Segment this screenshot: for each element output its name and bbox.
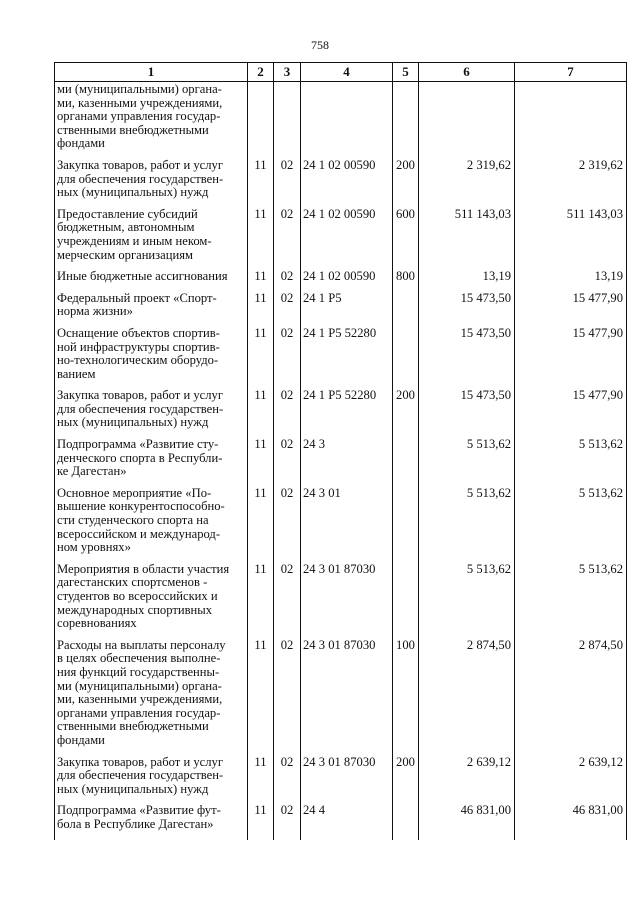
amount-year-1: 13,19 bbox=[419, 270, 515, 292]
table-row bbox=[55, 292, 627, 327]
amount-year-1: 5 513,62 bbox=[419, 487, 515, 563]
target-article-code: 24 1 Р5 52280 bbox=[301, 327, 393, 389]
subsection-code: 02 bbox=[274, 756, 301, 805]
amount-year-1: 5 513,62 bbox=[419, 563, 515, 639]
description-line: Закупка товаров, работ и услуг bbox=[57, 388, 223, 403]
description-line: дагестанских спортсменов - bbox=[57, 575, 208, 590]
table-row bbox=[55, 327, 627, 389]
description-line: норма жизни» bbox=[57, 304, 133, 319]
table-row bbox=[55, 563, 627, 639]
section-code: 11 bbox=[248, 804, 274, 839]
description-line: ке Дагестан» bbox=[57, 464, 127, 479]
description-line: фондами bbox=[57, 732, 105, 747]
description-line: ной инфраструктуры спортив- bbox=[57, 339, 220, 354]
target-article-code: 24 1 Р5 bbox=[301, 292, 393, 327]
description-line: но-технологическим оборудо- bbox=[57, 353, 219, 368]
description-line: Основное мероприятие «По- bbox=[57, 485, 212, 500]
description-line: ных (муниципальных) нужд bbox=[57, 781, 209, 796]
table-row bbox=[55, 159, 627, 208]
description-line: ственными внебюджетными bbox=[57, 122, 209, 137]
amount-year-1: 15 473,50 bbox=[419, 292, 515, 327]
table-row bbox=[55, 389, 627, 438]
amount-year-1: 46 831,00 bbox=[419, 804, 515, 839]
amount-year-1: 15 473,50 bbox=[419, 389, 515, 438]
row-description bbox=[55, 208, 248, 270]
subsection-code: 02 bbox=[274, 292, 301, 327]
table-row bbox=[55, 487, 627, 563]
description-line: Иные бюджетные ассигнования bbox=[57, 269, 228, 284]
target-article-code: 24 3 bbox=[301, 438, 393, 487]
row-description bbox=[55, 389, 248, 438]
target-article-code: 24 1 02 00590 bbox=[301, 159, 393, 208]
expense-type-code bbox=[393, 292, 419, 327]
subsection-code: 02 bbox=[274, 804, 301, 839]
row-description bbox=[55, 487, 248, 563]
expense-type-code bbox=[393, 487, 419, 563]
target-article-code: 24 1 02 00590 bbox=[301, 208, 393, 270]
row-description bbox=[55, 756, 248, 805]
description-line: ния функций государственны- bbox=[57, 664, 220, 679]
description-line: ванием bbox=[57, 366, 96, 381]
section-code: 11 bbox=[248, 563, 274, 639]
subsection-code: 02 bbox=[274, 639, 301, 756]
description-line: Расходы на выплаты персоналу bbox=[57, 637, 226, 652]
subsection-code: 02 bbox=[274, 270, 301, 292]
description-line: ных (муниципальных) нужд bbox=[57, 185, 209, 200]
description-line: Закупка товаров, работ и услуг bbox=[57, 157, 223, 172]
subsection-code: 02 bbox=[274, 487, 301, 563]
amount-year-1: 2 639,12 bbox=[419, 756, 515, 805]
expense-type-code: 800 bbox=[393, 270, 419, 292]
table-row bbox=[55, 639, 627, 756]
expense-type-code: 200 bbox=[393, 389, 419, 438]
row-description bbox=[55, 270, 248, 292]
description-line: ном уровнях» bbox=[57, 540, 131, 555]
description-line: фондами bbox=[57, 136, 105, 151]
subsection-code: 02 bbox=[274, 389, 301, 438]
section-code: 11 bbox=[248, 270, 274, 292]
description-line: Закупка товаров, работ и услуг bbox=[57, 754, 223, 769]
expense-type-code: 600 bbox=[393, 208, 419, 270]
description-line: международных спортивных bbox=[57, 602, 213, 617]
target-article-code: 24 3 01 87030 bbox=[301, 563, 393, 639]
row-description bbox=[55, 292, 248, 327]
table-body bbox=[55, 82, 627, 840]
target-article-code bbox=[301, 82, 393, 159]
amount-year-2: 46 831,00 bbox=[515, 804, 627, 839]
description-line: Мероприятия в области участия bbox=[57, 561, 230, 576]
subsection-code: 02 bbox=[274, 327, 301, 389]
amount-year-2: 5 513,62 bbox=[515, 563, 627, 639]
target-article-code: 24 3 01 bbox=[301, 487, 393, 563]
expense-type-code: 100 bbox=[393, 639, 419, 756]
column-header-4: 4 bbox=[301, 63, 393, 82]
description-line: бола в Республике Дагестан» bbox=[57, 816, 214, 831]
subsection-code: 02 bbox=[274, 563, 301, 639]
header-row bbox=[55, 63, 627, 82]
description-line: ственными внебюджетными bbox=[57, 719, 209, 734]
section-code: 11 bbox=[248, 438, 274, 487]
amount-year-2: 15 477,90 bbox=[515, 389, 627, 438]
column-header-3: 3 bbox=[274, 63, 301, 82]
target-article-code: 24 4 bbox=[301, 804, 393, 839]
description-line: денческого спорта в Республи- bbox=[57, 450, 223, 465]
amount-year-1 bbox=[419, 82, 515, 159]
section-code: 11 bbox=[248, 327, 274, 389]
expense-type-code: 200 bbox=[393, 159, 419, 208]
amount-year-2: 2 319,62 bbox=[515, 159, 627, 208]
amount-year-2: 2 639,12 bbox=[515, 756, 627, 805]
row-description bbox=[55, 82, 248, 159]
section-code: 11 bbox=[248, 639, 274, 756]
description-line: ми, казенными учреждениями, bbox=[57, 95, 223, 110]
description-line: всероссийском и международ- bbox=[57, 526, 221, 541]
description-line: Предоставление субсидий bbox=[57, 206, 198, 221]
amount-year-2: 511 143,03 bbox=[515, 208, 627, 270]
table-row bbox=[55, 270, 627, 292]
column-header-2: 2 bbox=[248, 63, 274, 82]
row-description bbox=[55, 159, 248, 208]
amount-year-2: 2 874,50 bbox=[515, 639, 627, 756]
amount-year-1: 2 319,62 bbox=[419, 159, 515, 208]
expense-type-code bbox=[393, 438, 419, 487]
description-line: бюджетным, автономным bbox=[57, 220, 195, 235]
description-line: Подпрограмма «Развитие фут- bbox=[57, 803, 221, 818]
section-code: 11 bbox=[248, 292, 274, 327]
budget-table bbox=[54, 62, 627, 840]
column-header-7: 7 bbox=[515, 63, 627, 82]
target-article-code: 24 3 01 87030 bbox=[301, 639, 393, 756]
description-line: соревнованиях bbox=[57, 616, 137, 631]
description-line: Подпрограмма «Развитие сту- bbox=[57, 437, 219, 452]
target-article-code: 24 1 Р5 52280 bbox=[301, 389, 393, 438]
description-line: студентов во всероссийских и bbox=[57, 589, 218, 603]
amount-year-2: 5 513,62 bbox=[515, 438, 627, 487]
expense-type-code bbox=[393, 563, 419, 639]
target-article-code: 24 1 02 00590 bbox=[301, 270, 393, 292]
table-row bbox=[55, 804, 627, 839]
expense-type-code bbox=[393, 804, 419, 839]
section-code: 11 bbox=[248, 389, 274, 438]
section-code bbox=[248, 82, 274, 159]
amount-year-1: 2 874,50 bbox=[419, 639, 515, 756]
description-line: для обеспечения государствен- bbox=[57, 768, 224, 783]
amount-year-2: 15 477,90 bbox=[515, 327, 627, 389]
description-line: вышение конкурентоспособно- bbox=[57, 499, 225, 514]
description-line: для обеспечения государствен- bbox=[57, 171, 224, 186]
amount-year-1: 15 473,50 bbox=[419, 327, 515, 389]
description-line: Оснащение объектов спортив- bbox=[57, 325, 220, 340]
row-description bbox=[55, 327, 248, 389]
table-row bbox=[55, 756, 627, 805]
table-row bbox=[55, 208, 627, 270]
section-code: 11 bbox=[248, 756, 274, 805]
section-code: 11 bbox=[248, 159, 274, 208]
subsection-code: 02 bbox=[274, 438, 301, 487]
column-header-1: 1 bbox=[55, 63, 248, 82]
description-line: ми (муниципальными) органа- bbox=[57, 678, 222, 693]
subsection-code bbox=[274, 82, 301, 159]
description-line: органами управления государ- bbox=[57, 109, 221, 124]
expense-type-code bbox=[393, 327, 419, 389]
expense-type-code: 200 bbox=[393, 756, 419, 805]
description-line: сти студенческого спорта на bbox=[57, 513, 209, 528]
description-line: учреждениям и иным неком- bbox=[57, 233, 212, 248]
description-line: в целях обеспечения выполне- bbox=[57, 651, 221, 666]
amount-year-2: 5 513,62 bbox=[515, 487, 627, 563]
subsection-code: 02 bbox=[274, 159, 301, 208]
description-line: мерческим организациям bbox=[57, 247, 193, 262]
amount-year-1: 5 513,62 bbox=[419, 438, 515, 487]
subsection-code: 02 bbox=[274, 208, 301, 270]
row-description bbox=[55, 639, 248, 756]
section-code: 11 bbox=[248, 487, 274, 563]
description-line: органами управления государ- bbox=[57, 705, 221, 720]
description-line: Федеральный проект «Спорт- bbox=[57, 290, 217, 305]
description-line: ми, казенными учреждениями, bbox=[57, 692, 223, 707]
column-header-6: 6 bbox=[419, 63, 515, 82]
expense-type-code bbox=[393, 82, 419, 159]
target-article-code: 24 3 01 87030 bbox=[301, 756, 393, 805]
row-description bbox=[55, 804, 248, 839]
description-line: для обеспечения государствен- bbox=[57, 401, 224, 416]
column-header-5: 5 bbox=[393, 63, 419, 82]
amount-year-2: 15 477,90 bbox=[515, 292, 627, 327]
section-code: 11 bbox=[248, 208, 274, 270]
description-line: ми (муниципальными) органа- bbox=[57, 82, 222, 96]
table-row bbox=[55, 82, 627, 159]
amount-year-2 bbox=[515, 82, 627, 159]
table-row bbox=[55, 438, 627, 487]
description-line: ных (муниципальных) нужд bbox=[57, 415, 209, 430]
page-number: 758 bbox=[311, 38, 329, 52]
amount-year-1: 511 143,03 bbox=[419, 208, 515, 270]
amount-year-2: 13,19 bbox=[515, 270, 627, 292]
row-description bbox=[55, 438, 248, 487]
row-description bbox=[55, 563, 248, 639]
